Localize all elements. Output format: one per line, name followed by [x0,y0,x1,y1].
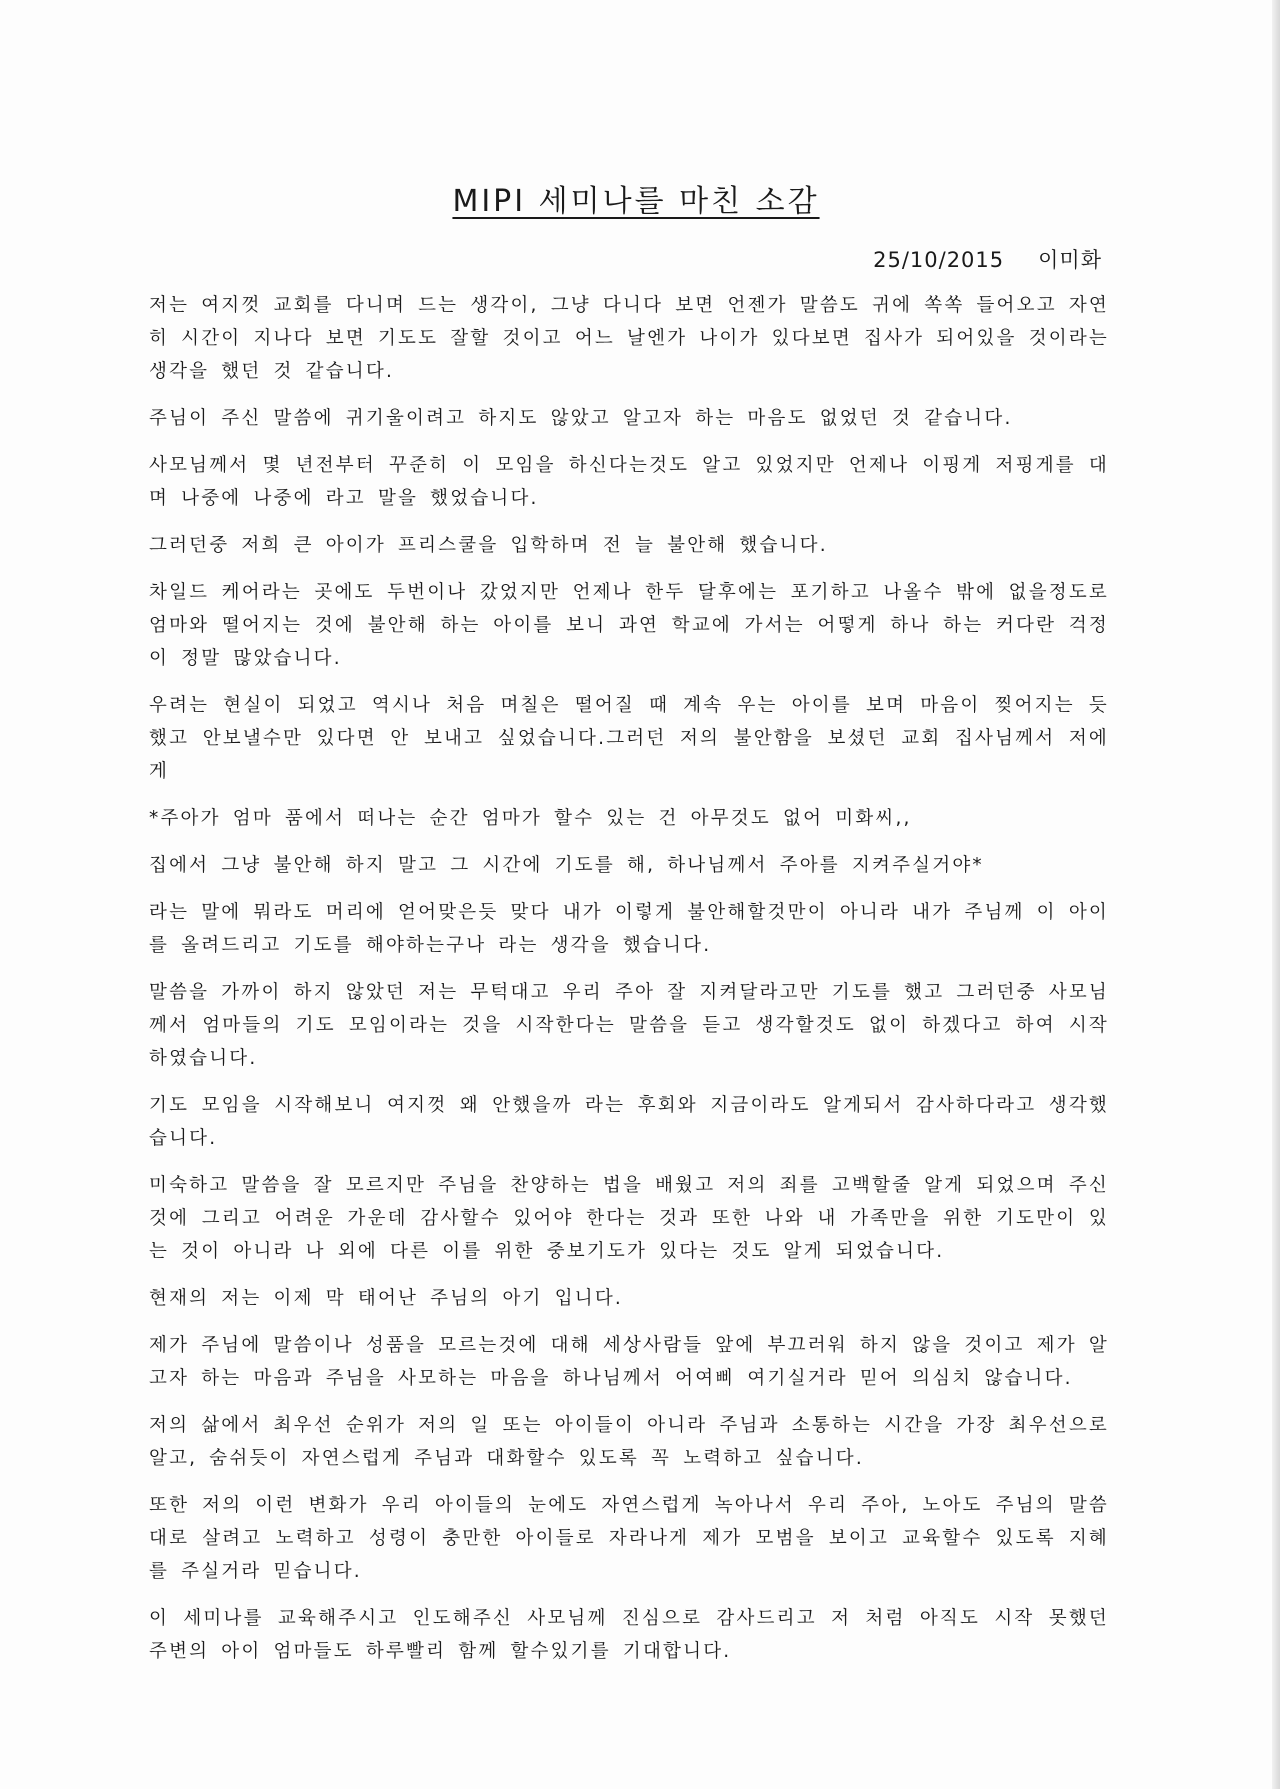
scan-edge-shadow [1272,0,1280,1789]
paragraph: 사모님께서 몇 년전부터 꾸준히 이 모임을 하신다는것도 알고 있었지만 언제나 이핑게 저핑게를 대며 나중에 나중에 라고 말을 했었습니다. [149,455,1109,509]
paragraph: 또한 저의 이런 변화가 우리 아이들의 눈에도 자연스럽게 녹아나서 우리 주아, 노아도 주님의 말씀대로 살려고 노력하고 성령이 충만한 아이들로 자라나게 제가 모범을 보이고 교육할수 있도록 지혜를 주실거라 믿습니다. [149,1495,1109,1582]
paragraph: 말씀을 가까이 하지 않았던 저는 무턱대고 우리 주아 잘 지켜달라고만 기도를 했고 그러던중 사모님께서 엄마들의 기도 모임이라는 것을 시작한다는 말씀을 듣고 생각할것도 없이 하겠다고 하여 시작하였습니다. [149,982,1109,1069]
paragraph: 기도 모임을 시작해보니 여지껏 왜 안했을까 라는 후회와 지금이라도 알게되서 감사하다라고 생각했습니다. [149,1095,1109,1149]
document-title: MIPI 세미나를 마친 소감 [452,184,820,219]
document-date: 25/10/2015 [873,248,1005,272]
paragraph: 차일드 케어라는 곳에도 두번이나 갔었지만 언제나 한두 달후에는 포기하고 나올수 밖에 없을정도로 엄마와 떨어지는 것에 불안해 하는 아이를 보니 과연 학교에 가서는 어떻게 하나 하는 커다란 걱정이 정말 많았습니다. [149,582,1109,669]
paragraph: 그러던중 저희 큰 아이가 프리스쿨을 입학하며 전 늘 불안해 했습니다. [149,535,828,556]
document-author: 이미화 [1038,248,1102,272]
paragraph: 집에서 그냥 불안해 하지 말고 그 시간에 기도를 해, 하나님께서 주아를 지켜주실거야* [149,855,984,876]
paragraph: 현재의 저는 이제 막 태어난 주님의 아기 입니다. [149,1288,623,1309]
paragraph: 제가 주님에 말씀이나 성품을 모르는것에 대해 세상사람들 앞에 부끄러워 하지 않을 것이고 제가 알고자 하는 마음과 주님을 사모하는 마음을 하나님께서 어여삐 여기실거라 믿어 의심치 않습니다. [149,1335,1109,1389]
paragraph: 우려는 현실이 되었고 역시나 처음 며칠은 떨어질 때 계속 우는 아이를 보며 마음이 찢어지는 듯 했고 안보낼수만 있다면 안 보내고 싶었습니다.그러던 저의 불안함을 보셨던 교회 집사님께서 저에게 [149,695,1109,782]
paragraph: 저는 여지껏 교회를 다니며 드는 생각이, 그냥 다니다 보면 언젠가 말씀도 귀에 쏙쏙 들어오고 자연히 시간이 지나다 보면 기도도 잘할 것이고 어느 날엔가 나이가 있다보면 집사가 되어있을 것이라는 생각을 했던 것 같습니다. [149,295,1109,382]
paragraph: 미숙하고 말씀을 잘 모르지만 주님을 찬양하는 법을 배웠고 저의 죄를 고백할줄 알게 되었으며 주신것에 그리고 어려운 가운데 감사할수 있어야 한다는 것과 또한 나와 내 가족만을 위한 기도만이 있는 것이 아니라 나 외에 다른 이를 위한 중보기도가 있다는 것도 알게 되었습니다. [149,1175,1109,1262]
paragraph: 이 세미나를 교육해주시고 인도해주신 사모님께 진심으로 감사드리고 저 처럼 아직도 시작 못했던 주변의 아이 엄마들도 하루빨리 함께 할수있기를 기대합니다. [149,1608,1109,1662]
dateline [873,244,1102,274]
document-body [149,289,1109,1682]
paragraph: *주아가 엄마 품에서 떠나는 순간 엄마가 할수 있는 건 아무것도 없어 미화씨,, [149,808,912,829]
paragraph: 저의 삶에서 최우선 순위가 저의 일 또는 아이들이 아니라 주님과 소통하는 시간을 가장 최우선으로 알고, 숨쉬듯이 자연스럽게 주님과 대화할수 있도록 꼭 노력하고 싶습니다. [149,1415,1109,1469]
paragraph: 주님이 주신 말씀에 귀기울이려고 하지도 않았고 알고자 하는 마음도 없었던 것 같습니다. [149,408,1013,429]
paragraph: 라는 말에 뭐라도 머리에 얻어맞은듯 맞다 내가 이렇게 불안해할것만이 아니라 내가 주님께 이 아이를 올려드리고 기도를 해야하는구나 라는 생각을 했습니다. [149,902,1109,956]
